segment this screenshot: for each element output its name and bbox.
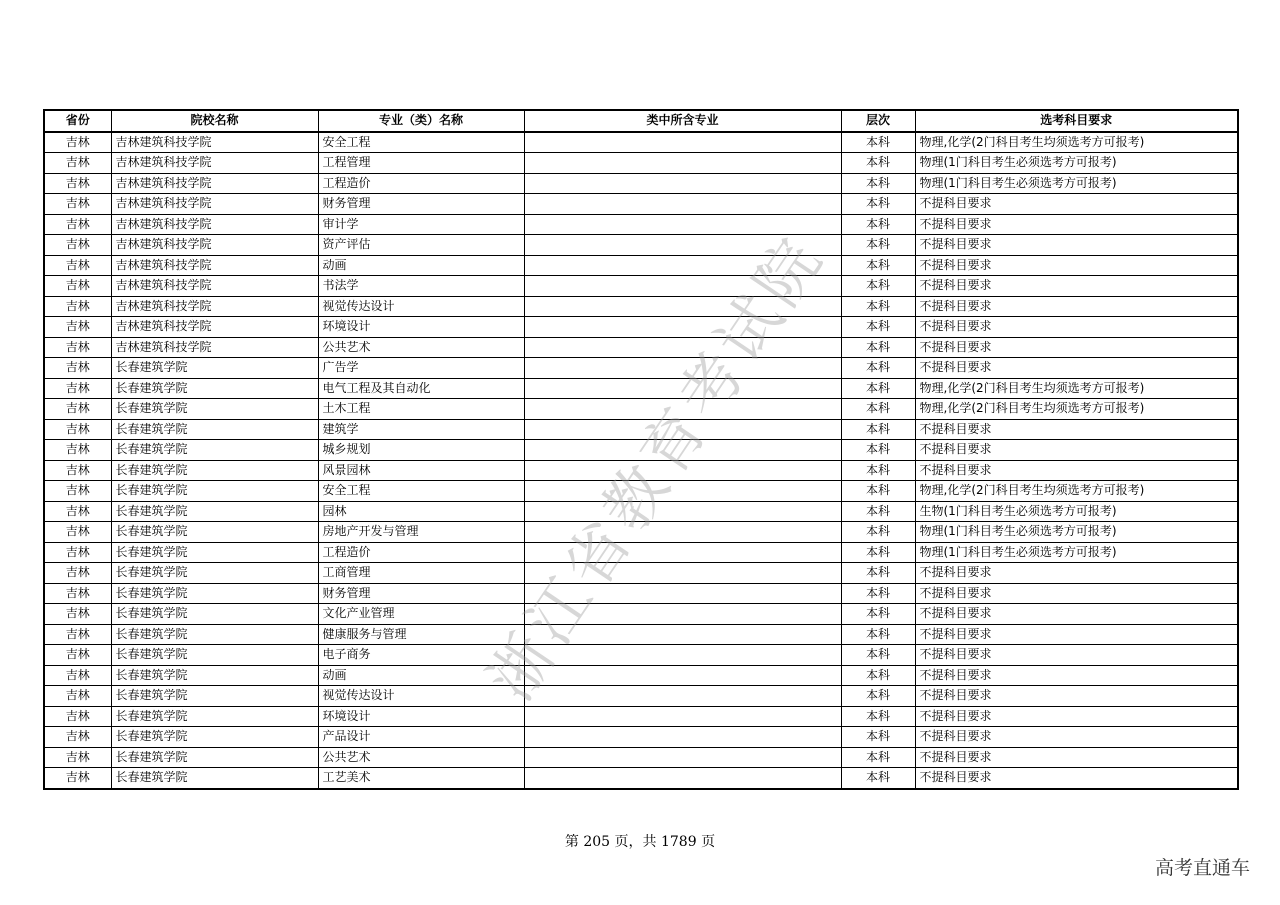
- cell-subject-requirement: 不提科目要求: [915, 563, 1238, 584]
- cell-level: 本科: [841, 358, 915, 379]
- cell-major: 资产评估: [318, 235, 524, 256]
- cell-province: 吉林: [44, 440, 111, 461]
- cell-school: 长春建筑学院: [111, 583, 318, 604]
- cell-major: 动画: [318, 665, 524, 686]
- table-row: [44, 173, 1238, 194]
- cell-province: 吉林: [44, 624, 111, 645]
- cell-province: 吉林: [44, 604, 111, 625]
- cell-major: 产品设计: [318, 727, 524, 748]
- cell-level: 本科: [841, 686, 915, 707]
- cell-subject-requirement: 不提科目要求: [915, 194, 1238, 215]
- cell-subject-requirement: 不提科目要求: [915, 706, 1238, 727]
- table-row: [44, 235, 1238, 256]
- cell-subject-requirement: 物理(1门科目考生必须选考方可报考): [915, 542, 1238, 563]
- cell-province: 吉林: [44, 686, 111, 707]
- cell-subject-requirement: 物理(1门科目考生必须选考方可报考): [915, 522, 1238, 543]
- table-row: [44, 563, 1238, 584]
- cell-sub-majors: [524, 358, 841, 379]
- cell-province: 吉林: [44, 214, 111, 235]
- table-row: [44, 706, 1238, 727]
- cell-province: 吉林: [44, 194, 111, 215]
- cell-school: 长春建筑学院: [111, 563, 318, 584]
- cell-level: 本科: [841, 542, 915, 563]
- cell-sub-majors: [524, 132, 841, 153]
- cell-sub-majors: [524, 460, 841, 481]
- cell-major: 视觉传达设计: [318, 686, 524, 707]
- cell-school: 长春建筑学院: [111, 665, 318, 686]
- cell-school: 吉林建筑科技学院: [111, 255, 318, 276]
- cell-school: 长春建筑学院: [111, 542, 318, 563]
- cell-school: 长春建筑学院: [111, 481, 318, 502]
- table-row: [44, 542, 1238, 563]
- cell-level: 本科: [841, 440, 915, 461]
- cell-subject-requirement: 不提科目要求: [915, 768, 1238, 789]
- cell-province: 吉林: [44, 481, 111, 502]
- cell-school: 吉林建筑科技学院: [111, 317, 318, 338]
- header-sub-majors: 类中所含专业: [524, 110, 841, 132]
- cell-level: 本科: [841, 419, 915, 440]
- cell-level: 本科: [841, 153, 915, 174]
- cell-major: 财务管理: [318, 583, 524, 604]
- cell-province: 吉林: [44, 153, 111, 174]
- cell-major: 视觉传达设计: [318, 296, 524, 317]
- cell-subject-requirement: 生物(1门科目考生必须选考方可报考): [915, 501, 1238, 522]
- cell-level: 本科: [841, 665, 915, 686]
- table-row: [44, 419, 1238, 440]
- cell-subject-requirement: 物理(1门科目考生必须选考方可报考): [915, 153, 1238, 174]
- brand-logo-text: 高考直通车: [1154, 857, 1250, 879]
- cell-level: 本科: [841, 276, 915, 297]
- cell-major: 书法学: [318, 276, 524, 297]
- cell-province: 吉林: [44, 255, 111, 276]
- cell-subject-requirement: 不提科目要求: [915, 583, 1238, 604]
- cell-sub-majors: [524, 583, 841, 604]
- cell-school: 长春建筑学院: [111, 645, 318, 666]
- cell-subject-requirement: 不提科目要求: [915, 665, 1238, 686]
- table-row: [44, 768, 1238, 789]
- cell-level: 本科: [841, 173, 915, 194]
- cell-province: 吉林: [44, 317, 111, 338]
- table-row: [44, 317, 1238, 338]
- cell-subject-requirement: 物理,化学(2门科目考生均须选考方可报考): [915, 132, 1238, 153]
- cell-sub-majors: [524, 419, 841, 440]
- table-row: [44, 583, 1238, 604]
- cell-sub-majors: [524, 317, 841, 338]
- cell-level: 本科: [841, 132, 915, 153]
- watermark: 浙江省教育考试院: [473, 221, 839, 714]
- cell-subject-requirement: 不提科目要求: [915, 296, 1238, 317]
- cell-province: 吉林: [44, 173, 111, 194]
- table-row: [44, 153, 1238, 174]
- cell-major: 审计学: [318, 214, 524, 235]
- cell-school: 长春建筑学院: [111, 768, 318, 789]
- cell-province: 吉林: [44, 522, 111, 543]
- cell-sub-majors: [524, 747, 841, 768]
- cell-major: 公共艺术: [318, 747, 524, 768]
- cell-province: 吉林: [44, 645, 111, 666]
- table-header-row: [44, 110, 1238, 132]
- cell-major: 公共艺术: [318, 337, 524, 358]
- cell-sub-majors: [524, 481, 841, 502]
- cell-sub-majors: [524, 501, 841, 522]
- cell-level: 本科: [841, 522, 915, 543]
- cell-level: 本科: [841, 255, 915, 276]
- cell-province: 吉林: [44, 235, 111, 256]
- table-row: [44, 460, 1238, 481]
- header-province: 省份: [44, 110, 111, 132]
- cell-school: 长春建筑学院: [111, 501, 318, 522]
- header-subject-requirement: 选考科目要求: [915, 110, 1238, 132]
- cell-school: 长春建筑学院: [111, 624, 318, 645]
- cell-school: 长春建筑学院: [111, 419, 318, 440]
- cell-province: 吉林: [44, 460, 111, 481]
- document-sheet: [43, 109, 1237, 790]
- cell-major: 动画: [318, 255, 524, 276]
- cell-major: 安全工程: [318, 481, 524, 502]
- cell-province: 吉林: [44, 583, 111, 604]
- cell-major: 园林: [318, 501, 524, 522]
- cell-sub-majors: [524, 542, 841, 563]
- cell-province: 吉林: [44, 665, 111, 686]
- admission-requirements-table: [43, 109, 1239, 790]
- table-row: [44, 296, 1238, 317]
- cell-school: 长春建筑学院: [111, 727, 318, 748]
- table-row: [44, 604, 1238, 625]
- cell-major: 环境设计: [318, 317, 524, 338]
- cell-major: 电子商务: [318, 645, 524, 666]
- cell-school: 长春建筑学院: [111, 604, 318, 625]
- cell-sub-majors: [524, 173, 841, 194]
- cell-level: 本科: [841, 727, 915, 748]
- cell-subject-requirement: 物理,化学(2门科目考生均须选考方可报考): [915, 399, 1238, 420]
- cell-major: 工艺美术: [318, 768, 524, 789]
- cell-subject-requirement: 不提科目要求: [915, 317, 1238, 338]
- cell-major: 电气工程及其自动化: [318, 378, 524, 399]
- cell-province: 吉林: [44, 378, 111, 399]
- table-row: [44, 194, 1238, 215]
- table-row: [44, 440, 1238, 461]
- cell-province: 吉林: [44, 542, 111, 563]
- cell-sub-majors: [524, 337, 841, 358]
- table-row: [44, 378, 1238, 399]
- cell-sub-majors: [524, 276, 841, 297]
- cell-school: 吉林建筑科技学院: [111, 153, 318, 174]
- cell-province: 吉林: [44, 419, 111, 440]
- cell-sub-majors: [524, 440, 841, 461]
- table-row: [44, 276, 1238, 297]
- header-level: 层次: [841, 110, 915, 132]
- table-row: [44, 645, 1238, 666]
- cell-level: 本科: [841, 768, 915, 789]
- cell-major: 工程造价: [318, 173, 524, 194]
- table-row: [44, 337, 1238, 358]
- cell-level: 本科: [841, 460, 915, 481]
- table-row: [44, 747, 1238, 768]
- cell-school: 吉林建筑科技学院: [111, 173, 318, 194]
- cell-subject-requirement: 物理,化学(2门科目考生均须选考方可报考): [915, 378, 1238, 399]
- cell-sub-majors: [524, 153, 841, 174]
- cell-subject-requirement: 物理,化学(2门科目考生均须选考方可报考): [915, 481, 1238, 502]
- cell-level: 本科: [841, 501, 915, 522]
- cell-subject-requirement: 不提科目要求: [915, 604, 1238, 625]
- cell-subject-requirement: 不提科目要求: [915, 686, 1238, 707]
- cell-major: 城乡规划: [318, 440, 524, 461]
- cell-province: 吉林: [44, 296, 111, 317]
- cell-major: 文化产业管理: [318, 604, 524, 625]
- cell-province: 吉林: [44, 501, 111, 522]
- cell-province: 吉林: [44, 727, 111, 748]
- cell-level: 本科: [841, 399, 915, 420]
- cell-school: 长春建筑学院: [111, 399, 318, 420]
- cell-major: 财务管理: [318, 194, 524, 215]
- table-row: [44, 132, 1238, 153]
- cell-school: 吉林建筑科技学院: [111, 337, 318, 358]
- cell-major: 工程管理: [318, 153, 524, 174]
- cell-subject-requirement: 不提科目要求: [915, 645, 1238, 666]
- cell-sub-majors: [524, 768, 841, 789]
- cell-sub-majors: [524, 563, 841, 584]
- cell-level: 本科: [841, 481, 915, 502]
- cell-sub-majors: [524, 686, 841, 707]
- cell-school: 吉林建筑科技学院: [111, 132, 318, 153]
- table-row: [44, 255, 1238, 276]
- cell-sub-majors: [524, 645, 841, 666]
- cell-major: 建筑学: [318, 419, 524, 440]
- cell-province: 吉林: [44, 358, 111, 379]
- table-row: [44, 624, 1238, 645]
- table-row: [44, 358, 1238, 379]
- cell-subject-requirement: 不提科目要求: [915, 419, 1238, 440]
- cell-level: 本科: [841, 337, 915, 358]
- table-row: [44, 481, 1238, 502]
- cell-province: 吉林: [44, 747, 111, 768]
- cell-major: 工商管理: [318, 563, 524, 584]
- table-row: [44, 665, 1238, 686]
- cell-school: 吉林建筑科技学院: [111, 296, 318, 317]
- cell-major: 安全工程: [318, 132, 524, 153]
- cell-major: 土木工程: [318, 399, 524, 420]
- cell-province: 吉林: [44, 706, 111, 727]
- cell-subject-requirement: 不提科目要求: [915, 214, 1238, 235]
- cell-level: 本科: [841, 214, 915, 235]
- cell-major: 风景园林: [318, 460, 524, 481]
- cell-sub-majors: [524, 624, 841, 645]
- table-row: [44, 727, 1238, 748]
- cell-sub-majors: [524, 727, 841, 748]
- cell-province: 吉林: [44, 276, 111, 297]
- cell-level: 本科: [841, 624, 915, 645]
- cell-sub-majors: [524, 522, 841, 543]
- table-row: [44, 399, 1238, 420]
- cell-level: 本科: [841, 604, 915, 625]
- cell-sub-majors: [524, 604, 841, 625]
- cell-subject-requirement: 不提科目要求: [915, 255, 1238, 276]
- cell-school: 吉林建筑科技学院: [111, 214, 318, 235]
- cell-sub-majors: [524, 706, 841, 727]
- cell-major: 房地产开发与管理: [318, 522, 524, 543]
- cell-level: 本科: [841, 706, 915, 727]
- cell-subject-requirement: 不提科目要求: [915, 235, 1238, 256]
- cell-subject-requirement: 不提科目要求: [915, 727, 1238, 748]
- cell-sub-majors: [524, 399, 841, 420]
- cell-level: 本科: [841, 583, 915, 604]
- cell-major: 广告学: [318, 358, 524, 379]
- cell-sub-majors: [524, 665, 841, 686]
- cell-school: 长春建筑学院: [111, 358, 318, 379]
- cell-sub-majors: [524, 296, 841, 317]
- cell-subject-requirement: 不提科目要求: [915, 747, 1238, 768]
- cell-province: 吉林: [44, 337, 111, 358]
- cell-major: 工程造价: [318, 542, 524, 563]
- cell-school: 长春建筑学院: [111, 440, 318, 461]
- cell-level: 本科: [841, 194, 915, 215]
- cell-level: 本科: [841, 235, 915, 256]
- cell-school: 吉林建筑科技学院: [111, 235, 318, 256]
- cell-major: 健康服务与管理: [318, 624, 524, 645]
- cell-subject-requirement: 不提科目要求: [915, 440, 1238, 461]
- header-school: 院校名称: [111, 110, 318, 132]
- cell-sub-majors: [524, 214, 841, 235]
- cell-major: 环境设计: [318, 706, 524, 727]
- cell-level: 本科: [841, 296, 915, 317]
- table-row: [44, 501, 1238, 522]
- cell-province: 吉林: [44, 563, 111, 584]
- cell-school: 吉林建筑科技学院: [111, 276, 318, 297]
- cell-province: 吉林: [44, 132, 111, 153]
- header-major: 专业（类）名称: [318, 110, 524, 132]
- cell-school: 长春建筑学院: [111, 522, 318, 543]
- cell-level: 本科: [841, 645, 915, 666]
- cell-level: 本科: [841, 747, 915, 768]
- cell-sub-majors: [524, 255, 841, 276]
- cell-level: 本科: [841, 563, 915, 584]
- cell-province: 吉林: [44, 768, 111, 789]
- cell-subject-requirement: 物理(1门科目考生必须选考方可报考): [915, 173, 1238, 194]
- page-number: 第 205 页，共 1789 页: [564, 834, 716, 850]
- cell-subject-requirement: 不提科目要求: [915, 358, 1238, 379]
- table-row: [44, 214, 1238, 235]
- cell-school: 长春建筑学院: [111, 747, 318, 768]
- cell-school: 长春建筑学院: [111, 378, 318, 399]
- cell-school: 长春建筑学院: [111, 706, 318, 727]
- cell-subject-requirement: 不提科目要求: [915, 624, 1238, 645]
- cell-sub-majors: [524, 235, 841, 256]
- cell-school: 长春建筑学院: [111, 686, 318, 707]
- cell-sub-majors: [524, 194, 841, 215]
- table-row: [44, 522, 1238, 543]
- cell-level: 本科: [841, 317, 915, 338]
- cell-province: 吉林: [44, 399, 111, 420]
- cell-subject-requirement: 不提科目要求: [915, 276, 1238, 297]
- table-body: [44, 132, 1238, 789]
- cell-subject-requirement: 不提科目要求: [915, 337, 1238, 358]
- table-row: [44, 686, 1238, 707]
- cell-sub-majors: [524, 378, 841, 399]
- cell-level: 本科: [841, 378, 915, 399]
- cell-school: 长春建筑学院: [111, 460, 318, 481]
- cell-school: 吉林建筑科技学院: [111, 194, 318, 215]
- cell-subject-requirement: 不提科目要求: [915, 460, 1238, 481]
